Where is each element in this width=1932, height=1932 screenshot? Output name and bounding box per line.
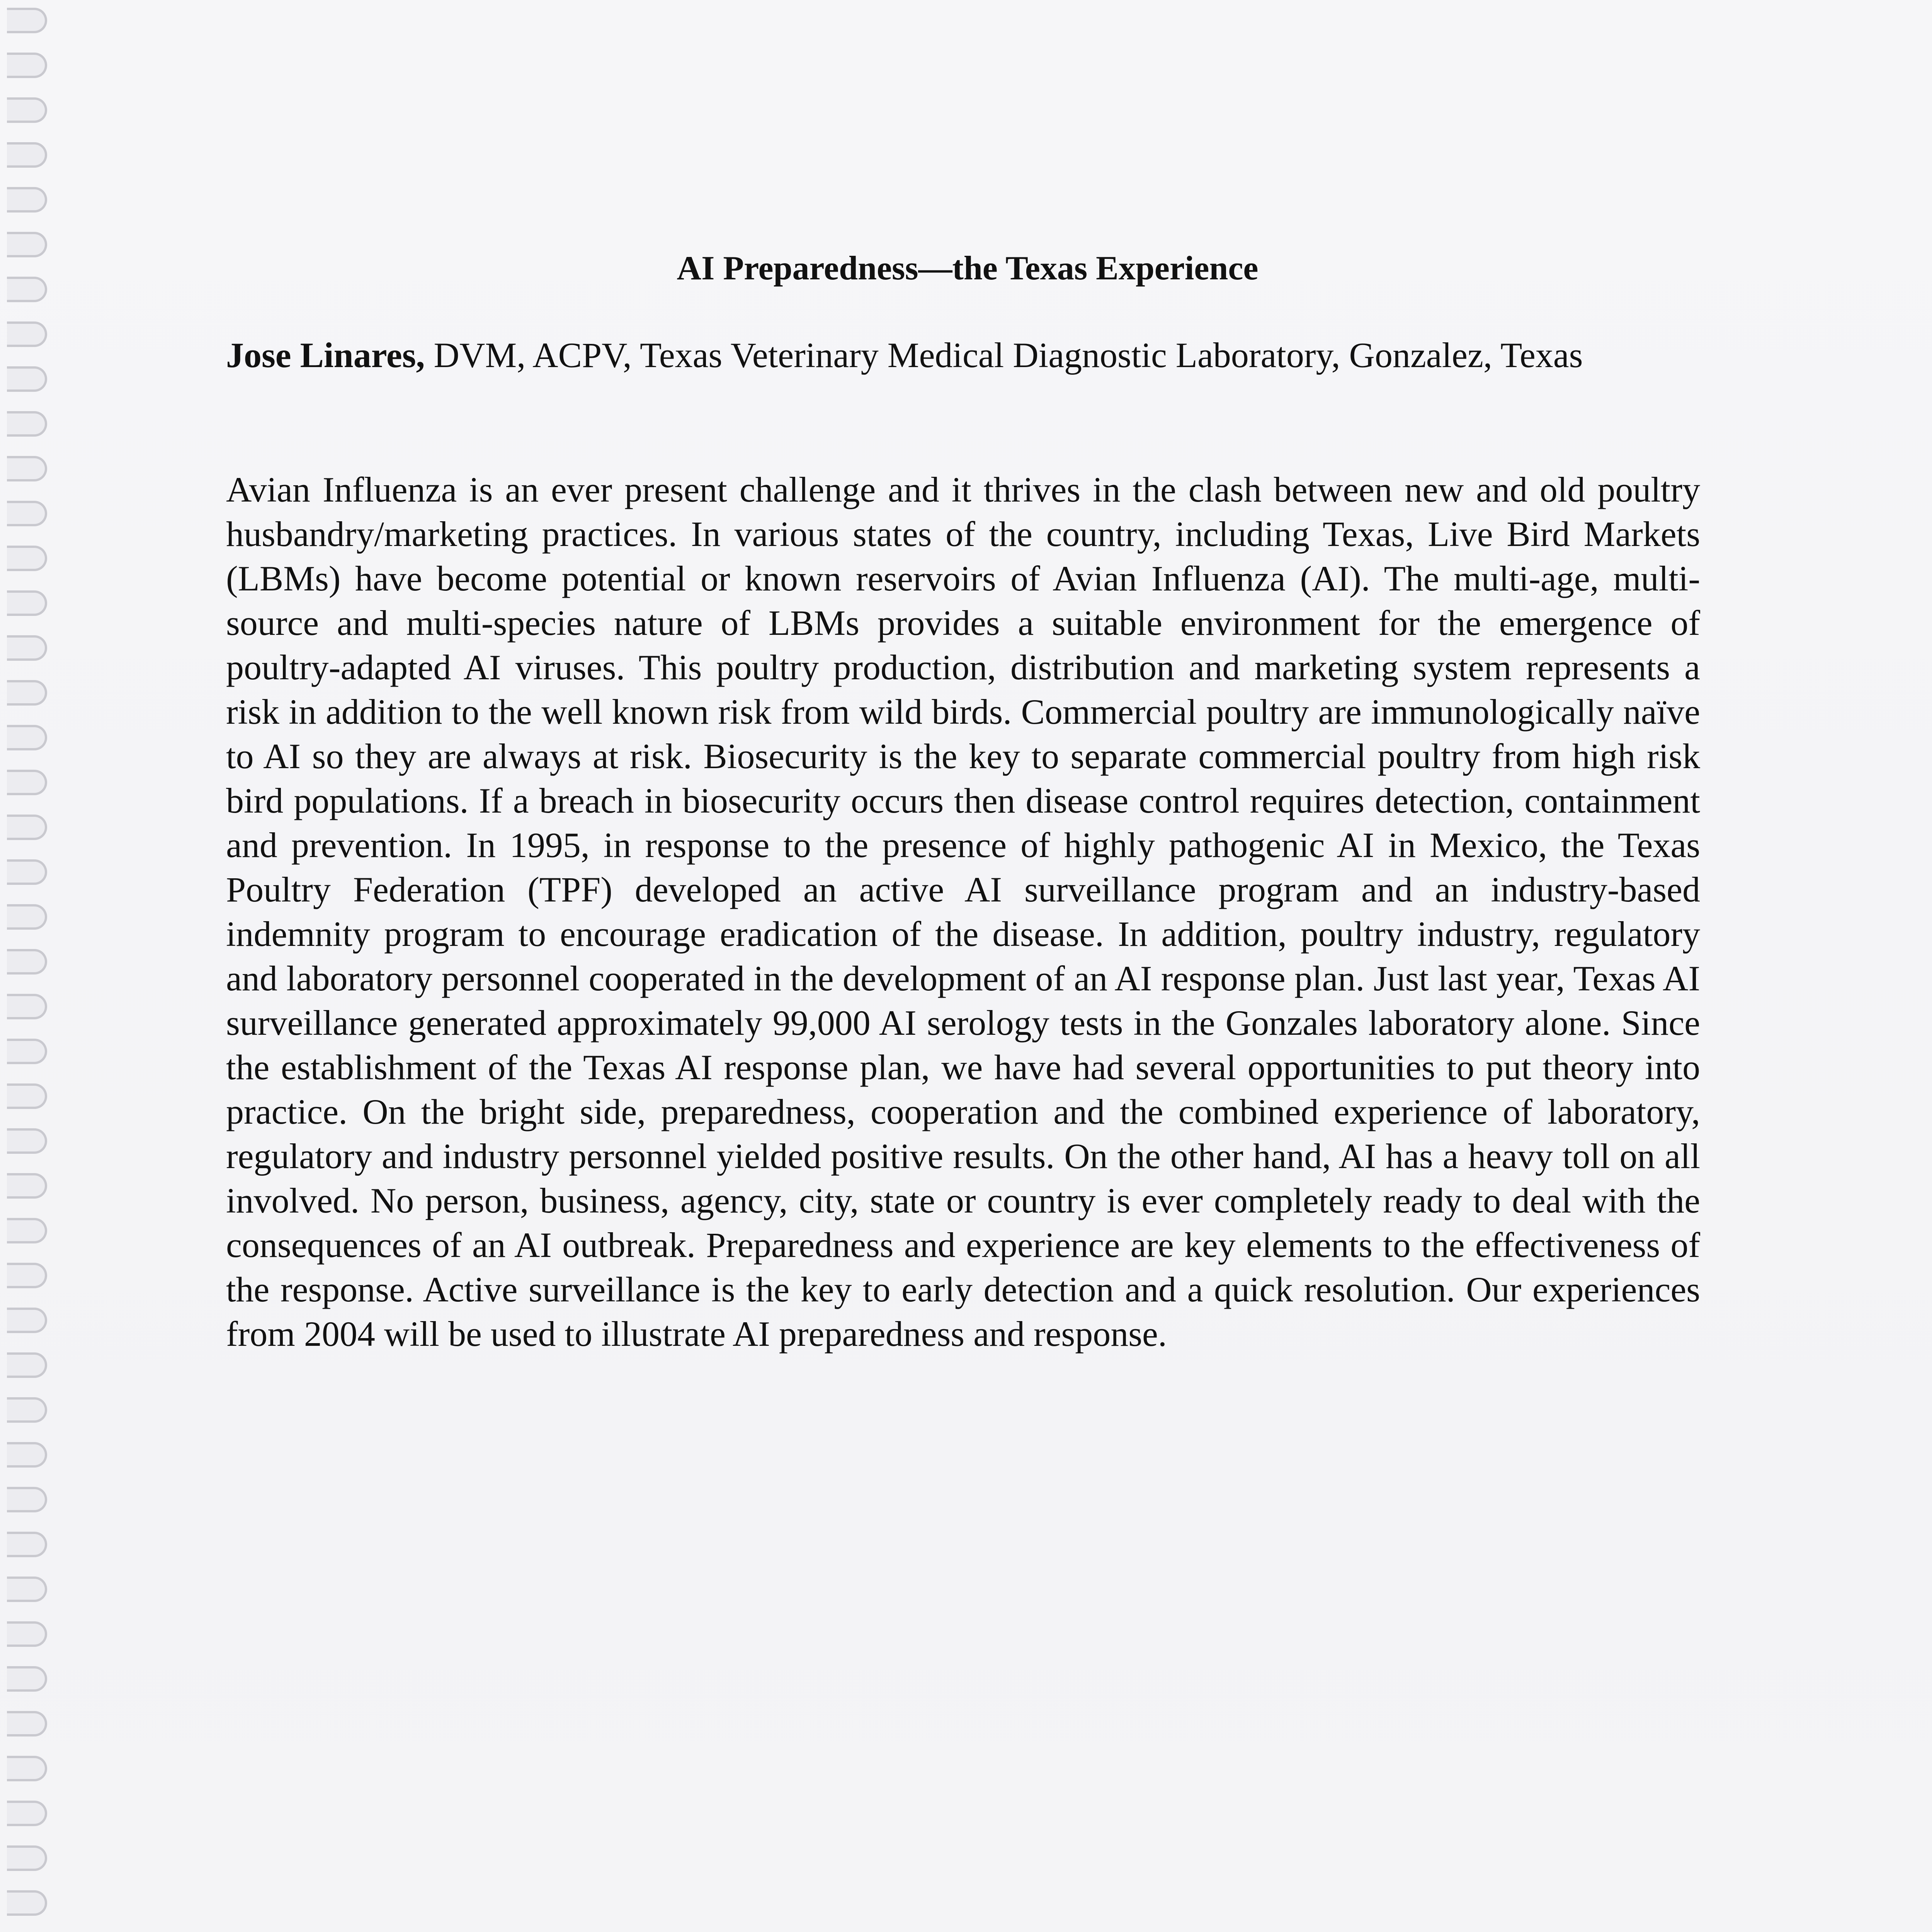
abstract-paragraph: Avian Influenza is an ever present challenge and it thrives in the clash between new and old poultry husbandry/marketing practices. In various states of the country, including Texas, Live Bird Markets (LBMs) have become potential or known reservoirs of Avian Influenza (AI). The multi-age, multi-source and multi-species nature of LBMs provides a suitable environment for the emergence of poultry-adapted AI viruses. This poultry production, distribution and marketing system represents a risk in addition to the well known risk from wild birds. Commercial poultry are immunologically naïve to AI so they are always at risk. Biosecurity is the key to separate commercial poultry from high risk bird populations. If a breach in biosecurity occurs then disease control requires detection, containment and prevention. In 1995, in response to the presence of highly pathogenic AI in Mexico, the Texas Poultry Federation (TPF) developed an active AI surveillance program and an industry-based indemnity program to encourage eradication of the disease. In addition, poultry industry, regulatory and laboratory personnel cooperated in the development of an AI response plan. Just last year, Texas AI surveillance generated approximately 99,000 AI serology tests in the Gonzales laboratory alone. Since the establishment of the Texas AI response plan, we have had several opportunities to put theory into practice. On the bright side, preparedness, cooperation and the combined experience of laboratory, regulatory and industry personnel yielded positive results. On the other hand, AI has a heavy toll on all involved. No person, business, agency, city, state or country is ever completely ready to deal with the consequences of an AI outbreak. Preparedness and experience are key elements to the effectiveness of the response. Active surveillance is the key to early detection and a quick resolution. Our experiences from 2004 will be used to illustrate AI preparedness and response. <box>226 470 1700 1354</box>
binding-hole <box>7 680 47 706</box>
binding-hole <box>7 904 47 930</box>
binding-hole <box>7 1487 47 1512</box>
binding-hole <box>7 8 47 33</box>
author-line <box>226 332 1709 378</box>
binding-hole <box>7 1039 47 1064</box>
binding-hole <box>7 994 47 1019</box>
binding-hole <box>7 635 47 661</box>
binding-hole <box>7 411 47 437</box>
binding-hole <box>7 1083 47 1109</box>
binding-hole <box>7 546 47 571</box>
author-name: Jose Linares, <box>226 335 425 375</box>
binding-hole <box>7 1666 47 1692</box>
spiral-binding <box>0 0 58 1932</box>
binding-hole <box>7 1845 47 1871</box>
binding-hole <box>7 1263 47 1288</box>
binding-hole <box>7 321 47 347</box>
binding-hole <box>7 725 47 750</box>
binding-hole <box>7 53 47 78</box>
binding-hole <box>7 187 47 213</box>
binding-hole <box>7 1128 47 1154</box>
binding-hole <box>7 1352 47 1378</box>
binding-hole <box>7 1756 47 1781</box>
binding-hole <box>7 1397 47 1423</box>
binding-hole <box>7 97 47 123</box>
binding-hole <box>7 590 47 616</box>
binding-hole <box>7 1532 47 1557</box>
binding-hole <box>7 770 47 795</box>
binding-hole <box>7 366 47 392</box>
document-title: AI Preparedness—the Texas Experience <box>677 250 1259 287</box>
author-affiliation: Texas Veterinary Medical Diagnostic Laboratory, Gonzalez, Texas <box>631 335 1583 375</box>
binding-hole <box>7 232 47 257</box>
binding-hole <box>7 1711 47 1736</box>
binding-hole <box>7 501 47 526</box>
binding-hole <box>7 1442 47 1468</box>
binding-hole <box>7 1577 47 1602</box>
binding-hole <box>7 1218 47 1243</box>
binding-hole <box>7 1173 47 1199</box>
binding-hole <box>7 142 47 168</box>
binding-hole <box>7 277 47 302</box>
binding-hole <box>7 456 47 481</box>
binding-hole <box>7 949 47 975</box>
binding-hole <box>7 859 47 885</box>
binding-hole <box>7 1308 47 1333</box>
binding-hole <box>7 1890 47 1916</box>
author-credentials: DVM, ACPV, <box>425 335 632 375</box>
binding-hole <box>7 1621 47 1647</box>
binding-hole <box>7 815 47 840</box>
binding-hole <box>7 1801 47 1826</box>
